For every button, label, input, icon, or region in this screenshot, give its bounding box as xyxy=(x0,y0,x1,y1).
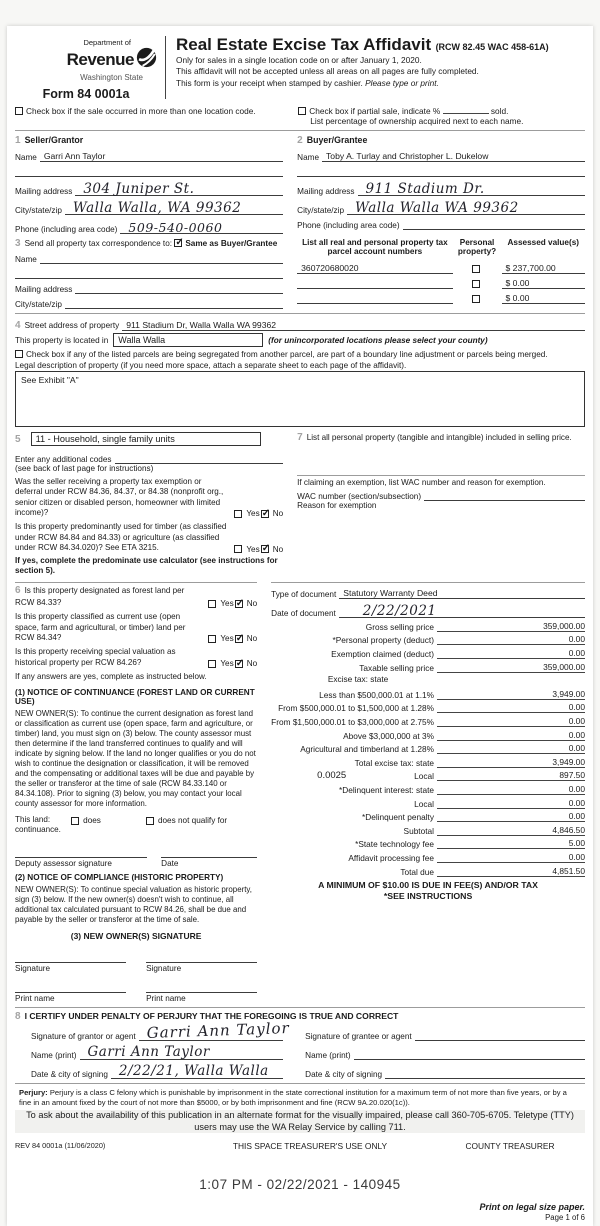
total-due-label: Total due xyxy=(400,866,434,877)
seller-address-label: Mailing address xyxy=(15,187,73,196)
exemption-yes-checkbox[interactable] xyxy=(234,510,242,518)
minimum-due-note: A MINIMUM OF $10.00 IS DUE IN FEE(S) AND/OR TAX xyxy=(318,879,538,890)
located-in-label: This property is located in xyxy=(15,335,109,345)
exemption-claimed-value: 0.00 xyxy=(568,648,585,659)
tier1-value: 3,949.00 xyxy=(552,688,585,699)
correspondence-city-field[interactable] xyxy=(65,296,283,309)
tier2-label: From $500,000.01 to $1,500,000 at 1.28% xyxy=(278,703,434,714)
section-4 xyxy=(15,316,585,427)
percent-sold-field[interactable] xyxy=(443,106,489,114)
tier4-field[interactable] xyxy=(437,729,585,741)
exemption-claimed-field[interactable] xyxy=(437,647,585,659)
form-title-rcw: (RCW 82.45 WAC 458-61A) xyxy=(435,42,549,52)
yes-label: Yes xyxy=(220,659,234,669)
buyer-grantee-heading: Buyer/Grantee xyxy=(306,135,368,145)
parcel-row xyxy=(297,289,585,304)
title-block xyxy=(176,34,585,101)
no-label: No xyxy=(246,659,258,669)
new-owner-print-field-1[interactable] xyxy=(15,983,126,993)
washington-state-label: Washington State xyxy=(80,73,143,82)
claiming-exemption-label: If claiming an exemption, list WAC number and reason for exemption. xyxy=(297,477,546,487)
certify-statement: I CERTIFY UNDER PENALTY OF PERJURY THAT THE FOREGOING IS TRUE AND CORRECT xyxy=(24,1010,399,1021)
buyer-name-label: Name xyxy=(297,153,319,162)
grantor-signature-label: Signature of grantor or agent xyxy=(31,1031,136,1041)
section-5-number: 5 xyxy=(15,433,21,445)
delinquent-interest-state-field[interactable] xyxy=(437,783,585,795)
dor-logo-block xyxy=(15,34,157,101)
agricultural-timberland-field[interactable] xyxy=(437,742,585,754)
deputy-assessor-signature-field[interactable] xyxy=(15,848,147,858)
timber-yes-checkbox[interactable] xyxy=(234,545,242,553)
check-icon: ✓ xyxy=(235,597,245,609)
assessed-value-header: Assessed value(s) xyxy=(507,238,579,247)
tier3-label: From $1,500,000.01 to $3,000,000 at 2.75% xyxy=(271,716,434,727)
multiple-location-label: Check box if the sale occurred in more than one location code. xyxy=(26,106,256,116)
current-use-yes-checkbox[interactable] xyxy=(208,635,216,643)
personal-property-list-field[interactable] xyxy=(297,445,585,471)
correspondence-address-field[interactable] xyxy=(75,281,283,294)
forest-yes-checkbox[interactable] xyxy=(208,600,216,608)
see-instructions-note: *SEE INSTRUCTIONS xyxy=(383,891,473,902)
timber-no-checkbox[interactable] xyxy=(261,545,269,553)
seller-address-field[interactable] xyxy=(75,180,283,197)
assessed-value-1: $ 237,700.00 xyxy=(505,262,556,273)
form-header xyxy=(15,34,585,101)
exemption-divider xyxy=(297,475,585,476)
state-technology-fee-field[interactable] xyxy=(437,837,585,849)
this-land-label: This land: xyxy=(15,814,51,824)
correspondence-name-field[interactable] xyxy=(40,251,283,264)
historical-yes-checkbox[interactable] xyxy=(208,660,216,668)
wac-number-label: WAC number (section/subsection) xyxy=(297,492,422,502)
current-use-no-checkbox[interactable] xyxy=(235,632,245,644)
dept-of-label: Department of xyxy=(83,38,131,47)
notice-compliance-body: NEW OWNER(S): To continue special valuation as historic property, sign (3) below. If the new owner(s) doesn't wish to continue, all additional tax calculated pursuant to RCW 84.26, shall be due and payable by the seller or transferor at the time of sale. xyxy=(15,884,252,924)
same-as-buyer-checkbox[interactable] xyxy=(174,239,182,247)
taxable-selling-price-value: 359,000.00 xyxy=(543,661,585,672)
grantor-print-name-value: Garri Ann Taylor xyxy=(87,1044,210,1061)
buyer-name-value: Toby A. Turlay and Christopher L. Dukelow xyxy=(326,151,489,161)
grantor-date-city-label: Date & city of signing xyxy=(31,1069,108,1079)
delinquent-penalty-value: 0.00 xyxy=(568,811,585,822)
yes-label: Yes xyxy=(246,509,260,519)
buyer-city-value: Walla Walla WA 99362 xyxy=(355,199,519,216)
wac-number-field[interactable] xyxy=(424,488,585,501)
grantor-date-city-value: 2/22/21, Walla Walla xyxy=(118,1063,269,1080)
partial-sale-checkbox[interactable] xyxy=(298,107,306,115)
local-tax-field[interactable] xyxy=(437,769,585,781)
buyer-city-field[interactable] xyxy=(347,199,585,216)
check-icon: ✓ xyxy=(235,632,245,644)
grantee-signature-field[interactable] xyxy=(415,1028,585,1041)
top-checkbox-row xyxy=(15,106,585,126)
buyer-phone-field[interactable] xyxy=(403,217,585,230)
if-any-yes-note: If any answers are yes, complete as instructed below. xyxy=(15,672,207,682)
sold-label: sold. xyxy=(488,106,509,116)
exemption-no-checkbox[interactable] xyxy=(261,507,271,519)
reason-for-exemption-label: Reason for exemption xyxy=(297,501,377,511)
grantor-signature-field[interactable] xyxy=(139,1018,290,1042)
agricultural-timberland-label: Agricultural and timberland at 1.28% xyxy=(300,744,434,755)
affidavit-processing-fee-field[interactable] xyxy=(437,851,585,863)
date-of-document-label: Date of document xyxy=(271,609,336,619)
same-as-buyer-label: Same as Buyer/Grantee xyxy=(185,239,278,248)
tier3-field[interactable] xyxy=(437,715,585,727)
tier1-field[interactable] xyxy=(437,688,585,700)
alternate-format-note: To ask about the availability of this publication in an alternate format for the visually impaired, please call 360-705-6705. Teletype (TTY) users may use the WA Relay Service by calling 711. xyxy=(15,1110,585,1133)
type-of-document-value: Statutory Warranty Deed xyxy=(343,588,438,599)
correspondence-name2-field[interactable] xyxy=(15,266,283,279)
parcel-number-field-2[interactable] xyxy=(297,276,452,289)
local-tax-value: 897.50 xyxy=(559,770,585,781)
buyer-address-field[interactable] xyxy=(358,180,586,197)
no-label: No xyxy=(246,634,258,644)
state-technology-fee-value: 5.00 xyxy=(568,838,585,849)
affidavit-processing-fee-label: Affidavit processing fee xyxy=(348,852,434,863)
delinquent-interest-local-label: Local xyxy=(414,798,434,809)
personal-property-deduct-label: *Personal property (deduct) xyxy=(332,635,434,646)
signature-label: Signature xyxy=(15,963,51,973)
timber-agriculture-question: Is this property predominantly used for timber (as classified under RCW 84.84 and 84.33) or agriculture (as classified under RCW 84.34.020)? See ETA 3215. xyxy=(15,522,227,553)
header-note-3: This form is your receipt when stamped by cashier. Please type or print. xyxy=(176,78,439,89)
total-due-value: 4,851.50 xyxy=(552,865,585,876)
header-note-1: Only for sales in a single location code on or after January 1, 2020. xyxy=(176,54,422,65)
total-due-field[interactable] xyxy=(437,865,585,877)
no-label: No xyxy=(272,544,284,554)
does-not-label: does not qualify for xyxy=(157,816,228,826)
correspondence-name-label: Name xyxy=(15,255,37,264)
does-label: does xyxy=(83,816,101,826)
document-divider xyxy=(271,582,585,583)
header-divider xyxy=(165,36,166,99)
affidavit-form-page xyxy=(7,26,593,1226)
agency-name: Revenue xyxy=(66,50,134,69)
does-not-qualify-checkbox[interactable] xyxy=(146,817,154,825)
buyer-city-label: City/state/zip xyxy=(297,206,345,215)
yes-label: Yes xyxy=(220,634,234,644)
seller-name-field[interactable] xyxy=(40,149,283,162)
exemption-deferral-question: Was the seller receiving a property tax exemption or deferral under RCW 84.36, 84.37, or 84.38 (nonprofit org., senior citizen or disabled person, homeowner with limited income)? xyxy=(15,477,224,518)
tier3-value: 0.00 xyxy=(568,715,585,726)
new-owner-signature-field-2[interactable] xyxy=(146,953,257,963)
section-6-divider xyxy=(15,582,257,583)
segregated-checkbox[interactable] xyxy=(15,350,23,358)
perjury-divider xyxy=(15,1083,585,1084)
grantee-print-name-label: Name (print) xyxy=(305,1050,351,1060)
located-in-select[interactable]: Walla Walla xyxy=(113,333,263,347)
grantee-print-name-field[interactable] xyxy=(354,1047,585,1060)
section-4-number: 4 xyxy=(15,320,21,331)
street-address-field[interactable] xyxy=(122,318,585,331)
revenue-swirl-icon xyxy=(136,47,157,73)
deputy-date-label: Date xyxy=(161,858,179,868)
new-owner-signature-field-1[interactable] xyxy=(15,953,126,963)
delinquent-interest-state-label: *Delinquent interest: state xyxy=(338,784,434,795)
seller-name-label: Name xyxy=(15,153,37,162)
grantee-date-city-label: Date & city of signing xyxy=(305,1069,383,1079)
assessed-value-field-3[interactable] xyxy=(502,291,586,304)
subtotal-field[interactable] xyxy=(437,824,585,836)
correspondence-address-label: Mailing address xyxy=(15,285,73,294)
subtotal-label: Subtotal xyxy=(403,825,434,836)
seller-phone-label: Phone (including area code) xyxy=(15,225,118,234)
historical-question: Is this property receiving special valuation as historical property per RCW 84.26? xyxy=(15,647,176,667)
street-address-value: 911 Stadium Dr, Walla Walla WA 99362 xyxy=(126,320,277,330)
personal-property-header: Personal property? xyxy=(457,238,497,257)
correspondence-label: Send all property tax correspondence to: xyxy=(24,239,173,248)
section-divider xyxy=(15,130,585,131)
check-icon: ✓ xyxy=(175,237,184,248)
yes-label: Yes xyxy=(220,599,234,609)
agricultural-timberland-value: 0.00 xyxy=(568,743,585,754)
correspondence-city-label: City/state/zip xyxy=(15,300,62,309)
tier2-field[interactable] xyxy=(437,701,585,713)
personal-property-deduct-value: 0.00 xyxy=(568,634,585,645)
section-3-number: 3 xyxy=(15,238,21,249)
exemption-claimed-label: Exemption claimed (deduct) xyxy=(331,649,434,660)
date-of-document-field[interactable] xyxy=(339,602,585,619)
buyer-name2-field[interactable] xyxy=(297,164,585,177)
personal-property-checkbox-2[interactable] xyxy=(472,280,480,288)
affidavit-processing-fee-value: 0.00 xyxy=(568,851,585,862)
assessed-value-3: $ 0.00 xyxy=(505,292,530,303)
assessed-value-field-2[interactable] xyxy=(502,276,586,289)
seller-phone-field[interactable] xyxy=(120,221,283,234)
county-treasurer-label: COUNTY TREASURER xyxy=(465,1141,555,1152)
signature-label: Signature xyxy=(146,963,182,973)
delinquent-penalty-label: *Delinquent penalty xyxy=(362,812,434,823)
seller-city-field[interactable] xyxy=(65,199,283,216)
unincorporated-note: (for unincorporated locations please select your county) xyxy=(268,335,488,345)
total-excise-state-label: Total excise tax: state xyxy=(354,757,434,768)
deputy-assessor-label: Deputy assessor signature xyxy=(15,858,112,868)
section-1-number: 1 xyxy=(15,135,21,146)
legal-description-label: Legal description of property (if you need more space, attach a separate sheet to each page of the affidavit). xyxy=(15,361,407,370)
grantor-print-name-field[interactable] xyxy=(80,1044,284,1061)
deputy-date-field[interactable] xyxy=(161,848,257,858)
local-rate-value: 0.0025 xyxy=(317,770,347,782)
taxable-selling-price-field[interactable] xyxy=(437,661,585,673)
delinquent-interest-state-value: 0.00 xyxy=(568,783,585,794)
total-excise-state-value: 3,949.00 xyxy=(552,756,585,767)
no-label: No xyxy=(272,509,284,519)
section-8-number: 8 xyxy=(15,1010,21,1022)
gross-selling-price-value: 359,000.00 xyxy=(543,620,585,631)
treasurer-space-label: THIS SPACE TREASURER'S USE ONLY xyxy=(232,1141,388,1152)
personal-property-checkbox-1[interactable] xyxy=(472,265,480,273)
tier2-value: 0.00 xyxy=(568,702,585,713)
taxable-selling-price-label: Taxable selling price xyxy=(359,662,434,673)
no-label: No xyxy=(246,599,258,609)
section-6-number: 6 xyxy=(15,585,21,597)
delinquent-penalty-field[interactable] xyxy=(437,810,585,822)
buyer-address-value: 911 Stadium Dr. xyxy=(365,180,485,197)
gross-selling-price-field[interactable] xyxy=(437,620,585,632)
check-icon: ✓ xyxy=(261,543,271,555)
excise-tax-state-header: Excise tax: state xyxy=(327,673,389,684)
does-qualify-checkbox[interactable] xyxy=(71,817,79,825)
parcel-number-field-3[interactable] xyxy=(297,291,452,304)
state-technology-fee-label: *State technology fee xyxy=(355,839,434,850)
buyer-name-field[interactable] xyxy=(322,149,585,162)
parcel-numbers-header: List all real and personal property tax parcel account numbers xyxy=(302,238,448,257)
seller-name-value: Garri Ann Taylor xyxy=(43,151,106,161)
grantor-signature-value: Garri Ann Taylor xyxy=(146,1018,290,1042)
legal-description-field[interactable] xyxy=(15,371,585,427)
buyer-address-label: Mailing address xyxy=(297,187,355,196)
section-2-number: 2 xyxy=(297,135,303,146)
tier4-value: 0.00 xyxy=(568,729,585,740)
partial-sale-label: Check box if partial sale, indicate % xyxy=(309,106,443,116)
parcel-number-field[interactable] xyxy=(297,261,452,274)
forest-no-checkbox[interactable] xyxy=(235,597,245,609)
grantee-signature-label: Signature of grantee or agent xyxy=(305,1031,412,1041)
notice-continuance-title: (1) NOTICE OF CONTINUANCE (FOREST LAND OR CURRENT USE) xyxy=(15,687,255,706)
yes-label: Yes xyxy=(246,544,260,554)
cashier-timestamp: 1:07 PM - 02/22/2021 - 140945 xyxy=(199,1177,401,1193)
continuance-label: continuance. xyxy=(15,825,61,835)
assessed-value-field[interactable] xyxy=(502,261,586,274)
see-back-note: (see back of last page for instructions) xyxy=(15,464,154,473)
assessed-value-2: $ 0.00 xyxy=(505,277,530,288)
historical-no-checkbox[interactable] xyxy=(235,657,245,669)
certify-divider xyxy=(15,1007,585,1008)
forest-land-question: 6 Is this property designated as forest land per RCW 84.33? xyxy=(15,585,185,608)
tier1-label: Less than $500,000.01 at 1.1% xyxy=(319,689,434,700)
check-icon: ✓ xyxy=(261,507,271,519)
type-of-document-label: Type of document xyxy=(271,590,337,600)
delinquent-interest-local-field[interactable] xyxy=(437,797,585,809)
seller-city-value: Walla Walla, WA 99362 xyxy=(72,199,242,216)
segregated-label: Check box if any of the listed parcels are being segregated from another parcel, are part of a boundary line adjustment or parcels being merged. xyxy=(26,350,548,359)
seller-grantor-heading: Seller/Grantor xyxy=(24,135,84,145)
perjury-label: Perjury: xyxy=(19,1087,48,1097)
print-legal-size-note: Print on legal size paper. xyxy=(479,1202,585,1213)
legal-description-value: See Exhibit "A" xyxy=(21,375,79,385)
section-7-number: 7 xyxy=(297,432,303,443)
date-of-document-value: 2/22/2021 xyxy=(362,602,437,619)
multiple-location-checkbox[interactable] xyxy=(15,107,23,115)
personal-property-checkbox-3[interactable] xyxy=(472,295,480,303)
parcel-row xyxy=(297,259,585,274)
reason-for-exemption-field[interactable] xyxy=(297,512,585,542)
local-tax-label: Local xyxy=(414,771,434,782)
type-or-print-note: Please type or print. xyxy=(365,78,439,89)
grantee-date-city-field[interactable] xyxy=(385,1066,585,1079)
delinquent-interest-local-value: 0.00 xyxy=(568,797,585,808)
parcel-row xyxy=(297,274,585,289)
seller-address-value: 304 Juniper St. xyxy=(83,180,195,197)
ownership-percentage-note: List percentage of ownership acquired next to each name. xyxy=(310,116,524,126)
seller-name2-field[interactable] xyxy=(15,164,283,177)
buyer-phone-label: Phone (including area code) xyxy=(297,221,400,230)
notice-compliance-title: (2) NOTICE OF COMPLIANCE (HISTORIC PROPERTY) xyxy=(15,872,224,882)
header-note-2: This affidavit will not be accepted unless all areas on all pages are fully completed. xyxy=(176,66,479,77)
use-code-select[interactable]: 11 - Household, single family units xyxy=(31,432,261,446)
form-title: Real Estate Excise Tax Affidavit xyxy=(176,35,432,54)
subtotal-value: 4,846.50 xyxy=(552,824,585,835)
section-divider xyxy=(15,313,585,314)
personal-property-deduct-field[interactable] xyxy=(437,633,585,645)
tier4-label: Above $3,000,000 at 3% xyxy=(343,730,434,741)
additional-codes-label: Enter any additional codes xyxy=(15,455,112,464)
personal-property-list-label: List all personal property (tangible and intangible) included in selling price. xyxy=(306,433,572,442)
if-yes-note: If yes, complete the predominate use calculator (see instructions for section 5). xyxy=(15,555,278,575)
seller-city-label: City/state/zip xyxy=(15,206,62,215)
notice-continuance-body: NEW OWNER(S): To continue the current designation as forest land or classification as current use (open space, farm and agriculture, or timber) land, you must sign on (3) below. The county assessor must then determine if the land transferred continues to qualify and will indicate by signing below. If the land no longer qualifies or you do not wish to continue the designation or classification, it will be removed and the compensating or additional taxes will be due and payable by the seller or transferor at the time of sale (RCW 84.33.140 or 84.34.108). Prior to signing (3) below, you may contact your local county assessor for more information. xyxy=(15,708,256,808)
new-owners-signature-title: (3) NEW OWNER(S) SIGNATURE xyxy=(70,930,202,941)
rev-form-id: REV 84 0001a (11/06/2020) xyxy=(15,1141,106,1151)
seller-phone-value: 509-540-0060 xyxy=(128,219,223,235)
street-address-label: Street address of property xyxy=(24,321,120,330)
print-name-label: Print name xyxy=(146,993,186,1003)
grantor-print-name-label: Name (print) xyxy=(31,1050,77,1060)
total-excise-state-field[interactable] xyxy=(437,756,585,768)
form-number: Form 84 0001a xyxy=(42,87,130,101)
page-number: Page 1 of 6 xyxy=(545,1213,585,1223)
perjury-text: Perjury is a class C felony which is punishable by imprisonment in the state correctional institution for a maximum term of not more than five years, or by a fine in an amount fixed by the court of not more than $5000, or by both imprisonment and fine (RCW 9A.20.020(1c)). xyxy=(19,1087,567,1107)
check-icon: ✓ xyxy=(235,657,245,669)
print-name-label: Print name xyxy=(15,993,55,1003)
grantor-date-city-field[interactable] xyxy=(111,1063,283,1080)
new-owner-print-field-2[interactable] xyxy=(146,983,257,993)
additional-codes-field[interactable] xyxy=(115,451,284,464)
current-use-question: Is this property classified as current use (open space, farm and agricultural, or timber) land per RCW 84.34? xyxy=(15,612,186,643)
gross-selling-price-label: Gross selling price xyxy=(365,621,434,632)
type-of-document-field[interactable] xyxy=(339,586,585,599)
parcel-number-value: 360720680020 xyxy=(301,262,359,273)
